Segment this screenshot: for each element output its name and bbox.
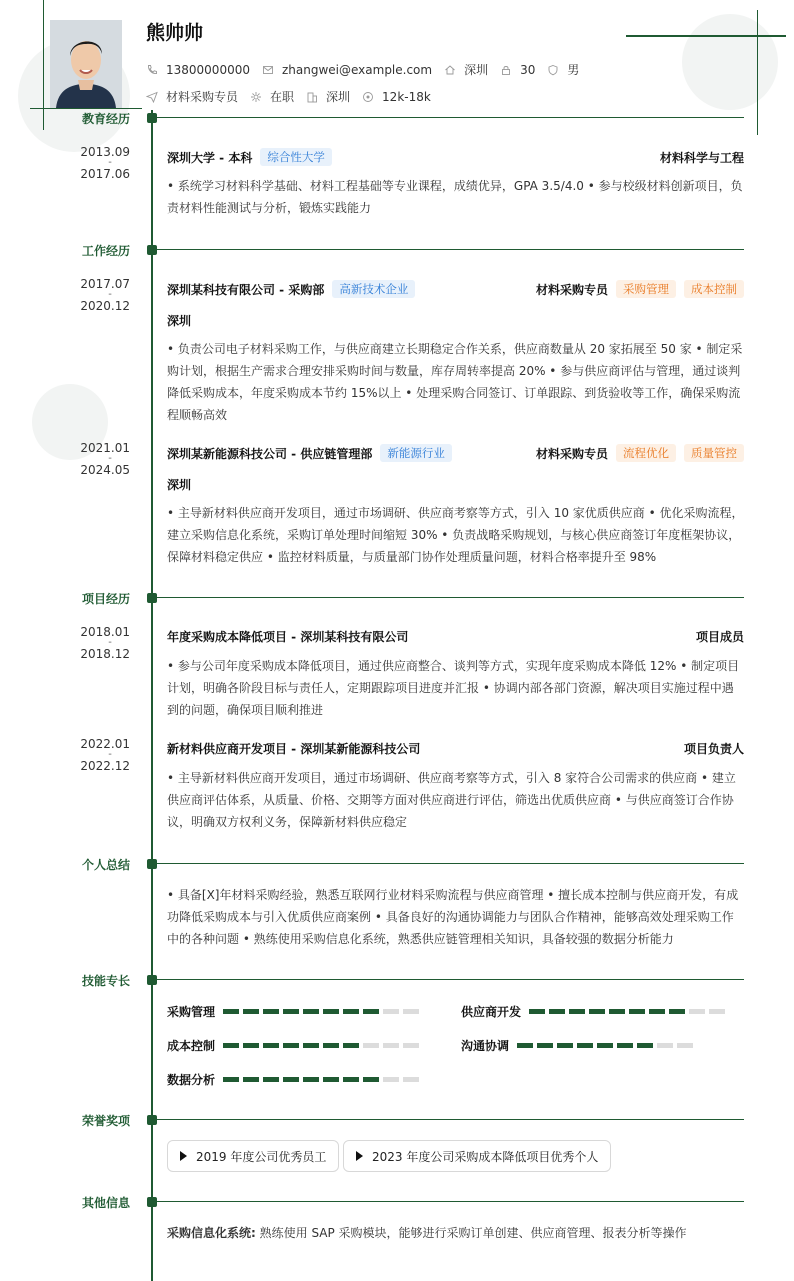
skill-level-segment (689, 1009, 705, 1014)
section-divider (157, 249, 744, 250)
company-tag: 高新技术企业 (332, 280, 415, 298)
skill-level-segment (323, 1043, 339, 1048)
section-title-summary: 个人总结 (81, 858, 130, 872)
date-start: 2017.07 (80, 277, 130, 291)
section-marker (147, 1197, 157, 1207)
skill-level-segment (383, 1077, 399, 1082)
other-text: 熟练使用 SAP 采购模块，能够进行采购订单创建、供应商管理、报表分析等操作 (259, 1226, 687, 1240)
skill-tag: 成本控制 (684, 280, 744, 298)
skill-level-bar (529, 1009, 729, 1014)
section-title-other: 其他信息 (81, 1196, 130, 1210)
skill-row (461, 1003, 729, 1020)
building-icon (306, 91, 318, 103)
skill-level-segment (223, 1009, 239, 1014)
section-title-skills: 技能专长 (81, 974, 130, 988)
date-separator: - (108, 289, 112, 300)
school-name: 深圳大学 - 本科 (167, 150, 253, 165)
date-start: 2018.01 (80, 625, 130, 639)
skill-level-segment (303, 1077, 319, 1082)
skill-level-bar (223, 1043, 423, 1048)
location-text: 深圳 (464, 63, 489, 77)
skill-name: 成本控制 (167, 1039, 216, 1053)
skill-level-segment (709, 1009, 725, 1014)
skill-level-segment (569, 1009, 585, 1014)
summary-text: • 具备[X]年材料采购经验，熟悉互联网行业材料采购流程与供应商管理 • 擅长成本控制与供应商开发，有成功降低采购成本与引入优质供应商案例 • 具备良好的沟通协调能力与团队合作精神，能够高效处理采购工作中的各种问题 • 熟练使用采购信息化系统，熟悉供应链管理相关知识，具备较强的数据分析能力 (167, 888, 739, 946)
skill-level-segment (323, 1009, 339, 1014)
project-role: 项目成员 (695, 630, 744, 644)
skill-level-segment (263, 1077, 279, 1082)
skill-level-segment (263, 1009, 279, 1014)
date-end: 2017.06 (80, 167, 130, 181)
skill-level-segment (283, 1077, 299, 1082)
play-icon (356, 1151, 363, 1161)
date-start: 2013.09 (80, 145, 130, 159)
work-entry-header (167, 280, 744, 298)
decor-line-top-left-v (43, 0, 44, 130)
mail-icon (262, 64, 274, 76)
timeline-axis (151, 110, 153, 1281)
project-entry-header (167, 740, 744, 757)
other-info (167, 1222, 744, 1244)
skill-level-segment (637, 1043, 653, 1048)
skill-level-segment (243, 1043, 259, 1048)
section-marker (147, 593, 157, 603)
decor-line-top-right-h (626, 35, 786, 37)
avatar (50, 20, 122, 108)
edu-entry-header (167, 148, 744, 166)
project-date (60, 738, 130, 772)
skill-row (461, 1037, 697, 1054)
skill-level-segment (617, 1043, 633, 1048)
settings-icon (250, 91, 262, 103)
phone-icon (146, 64, 158, 76)
skill-level-segment (589, 1009, 605, 1014)
project-role: 项目负责人 (683, 742, 744, 756)
section-marker (147, 113, 157, 123)
skill-level-segment (577, 1043, 593, 1048)
send-icon (146, 91, 158, 103)
skill-level-segment (597, 1043, 613, 1048)
skill-level-segment (363, 1009, 379, 1014)
skill-tag: 采购管理 (616, 280, 676, 298)
avatar-photo (50, 20, 122, 108)
salary-text: 12k-18k (382, 89, 431, 104)
intent-city (306, 88, 350, 105)
skill-level-segment (243, 1077, 259, 1082)
city-text: 深圳 (326, 90, 351, 104)
skill-level-segment (343, 1009, 359, 1014)
decor-line-top-right-v (757, 10, 758, 135)
skill-level-segment (283, 1043, 299, 1048)
email-text: zhangwei@example.com (281, 62, 433, 77)
home-icon (444, 64, 456, 76)
skill-level-segment (223, 1043, 239, 1048)
honor-text: 2023 年度公司采购成本降低项目优秀个人 (372, 1149, 599, 1164)
section-divider (157, 597, 744, 598)
date-end: 2024.05 (80, 463, 130, 477)
work-description: • 主导新材料供应商开发项目，通过市场调研、供应商考察等方式，引入 10 家优质供应商 • 优化采购流程，建立采购信息化系统，采购订单处理时间缩短 30% • 负责战略采购规划，与核心供应商签订年度框架协议，保障材料稳定供应 • 监控材料质量，与质量部门协作处理质量问题，材料合格率提升至 98% (167, 506, 744, 564)
decor-line-top-left-h (30, 108, 142, 109)
section-divider (157, 117, 744, 118)
section-title-honors: 荣誉奖项 (81, 1114, 130, 1128)
skill-level-bar (223, 1077, 423, 1082)
work-description: • 负责公司电子材料采购工作，与供应商建立长期稳定合作关系，供应商数量从 20 家拓展至 50 家 • 制定采购计划，根据生产需求合理安排采购时间与数量，库存周转率提高 20% • 参与供应商评估与管理，通过谈判降低采购成本，年度采购成本节约 15%以上 • 处理采购合同签订、订单跟踪、到货验收等工作，确保采购流程顺畅高效 (167, 342, 743, 422)
skill-name: 采购管理 (167, 1005, 216, 1019)
date-end: 2020.12 (80, 299, 130, 313)
skill-level-segment (669, 1009, 685, 1014)
date-separator: - (108, 157, 112, 168)
project-name: 新材料供应商开发项目 - 深圳某新能源科技公司 (167, 742, 421, 756)
skill-level-segment (263, 1043, 279, 1048)
project-description: • 主导新材料供应商开发项目，通过市场调研、供应商考察等方式，引入 8 家符合公司需求的供应商 • 建立供应商评估体系，从质量、价格、交期等方面对供应商进行评估，筛选出优质供应商 • 与供应商签订合作协议，明确双方权利义务，保障新材料供应稳定 (167, 771, 736, 829)
other-label: 采购信息化系统: (167, 1226, 256, 1240)
skill-level-segment (657, 1043, 673, 1048)
skill-level-segment (529, 1009, 545, 1014)
date-start: 2022.01 (80, 737, 130, 751)
job-role: 材料采购专员 (535, 282, 608, 297)
date-end: 2018.12 (80, 647, 130, 661)
section-title-projects: 项目经历 (81, 592, 130, 606)
edu-date (60, 146, 130, 180)
work-entry-header (167, 444, 744, 462)
skill-level-segment (649, 1009, 665, 1014)
company-name: 深圳某科技有限公司 - 采购部 (167, 282, 325, 297)
intent-job (146, 88, 238, 105)
project-description: • 参与公司年度采购成本降低项目，通过供应商整合、谈判等方式，实现年度采购成本降低 12% • 制定项目计划，明确各阶段目标与责任人，定期跟踪项目进度并汇报 • 协调内部各部门资源，解决项目实施过程中遇到的问题，确保项目顺利推进 (167, 659, 740, 717)
skill-level-segment (343, 1077, 359, 1082)
skill-level-segment (383, 1009, 399, 1014)
contact-location (444, 61, 488, 78)
skill-level-segment (403, 1077, 419, 1082)
contact-row (146, 61, 591, 78)
skill-level-segment (557, 1043, 573, 1048)
skill-tag: 流程优化 (616, 444, 676, 462)
skill-level-segment (517, 1043, 533, 1048)
date-separator: - (108, 637, 112, 648)
job-role: 材料采购专员 (535, 446, 608, 461)
skill-name: 数据分析 (167, 1073, 216, 1087)
section-divider (157, 1119, 744, 1120)
skill-level-segment (283, 1009, 299, 1014)
work-date (60, 278, 130, 312)
skill-level-segment (363, 1077, 379, 1082)
work-city: 深圳 (167, 478, 192, 492)
skill-level-bar (223, 1009, 423, 1014)
skill-level-bar (517, 1043, 697, 1048)
section-marker (147, 245, 157, 255)
edu-description: • 系统学习材料科学基础、材料工程基础等专业课程，成绩优异，GPA 3.5/4.0 • 参与校级材料创新项目，负责材料性能测试与分析，锻炼实践能力 (167, 179, 743, 215)
skill-level-segment (303, 1043, 319, 1048)
skill-level-segment (549, 1009, 565, 1014)
contact-email (262, 63, 432, 77)
section-title-work: 工作经历 (81, 244, 130, 258)
skill-level-segment (303, 1009, 319, 1014)
work-date (60, 442, 130, 476)
skill-row (167, 1037, 423, 1054)
skill-level-segment (403, 1009, 419, 1014)
decor-circle-top-right (682, 14, 778, 110)
skill-tag: 质量管控 (684, 444, 744, 462)
project-date (60, 626, 130, 660)
section-divider (157, 979, 744, 980)
skill-level-segment (363, 1043, 379, 1048)
job-intent-row (146, 88, 443, 105)
skill-level-segment (383, 1043, 399, 1048)
skill-level-segment (223, 1077, 239, 1082)
gender-text: 男 (567, 63, 580, 77)
section-marker (147, 859, 157, 869)
work-city: 深圳 (167, 314, 192, 328)
school-tag: 综合性大学 (260, 148, 332, 166)
project-name: 年度采购成本降低项目 - 深圳某科技有限公司 (167, 630, 409, 644)
skill-level-segment (609, 1009, 625, 1014)
age-text: 30 (520, 62, 536, 77)
date-end: 2022.12 (80, 759, 130, 773)
shield-icon (547, 64, 559, 76)
play-icon (180, 1151, 187, 1161)
section-divider (157, 863, 744, 864)
skill-level-segment (677, 1043, 693, 1048)
date-start: 2021.01 (80, 441, 130, 455)
candidate-name: 熊帅帅 (146, 22, 204, 44)
status-text: 在职 (270, 90, 295, 104)
skill-name: 供应商开发 (461, 1005, 522, 1019)
contact-phone (146, 63, 250, 77)
intent-salary (362, 90, 431, 104)
honor-item (167, 1140, 339, 1172)
intent-status (250, 88, 294, 105)
skill-row (167, 1003, 423, 1020)
honor-text: 2019 年度公司优秀员工 (196, 1149, 327, 1164)
phone-text: 13800000000 (166, 62, 250, 77)
skill-level-segment (537, 1043, 553, 1048)
honor-item (343, 1140, 611, 1172)
major: 材料科学与工程 (659, 150, 744, 165)
section-marker (147, 975, 157, 985)
target-icon (362, 91, 374, 103)
date-separator: - (108, 749, 112, 760)
lock-icon (500, 64, 512, 76)
skill-level-segment (629, 1009, 645, 1014)
skill-level-segment (343, 1043, 359, 1048)
skill-name: 沟通协调 (461, 1039, 510, 1053)
section-divider (157, 1201, 744, 1202)
section-title-education: 教育经历 (81, 112, 130, 126)
company-name: 深圳某新能源科技公司 - 供应链管理部 (167, 446, 373, 461)
section-marker (147, 1115, 157, 1125)
company-tag: 新能源行业 (380, 444, 452, 462)
contact-age (500, 63, 535, 77)
contact-gender (547, 61, 579, 78)
date-separator: - (108, 453, 112, 464)
skill-row (167, 1071, 423, 1088)
skill-level-segment (403, 1043, 419, 1048)
job-text: 材料采购专员 (166, 90, 239, 104)
skill-level-segment (243, 1009, 259, 1014)
skill-level-segment (323, 1077, 339, 1082)
project-entry-header (167, 628, 744, 645)
